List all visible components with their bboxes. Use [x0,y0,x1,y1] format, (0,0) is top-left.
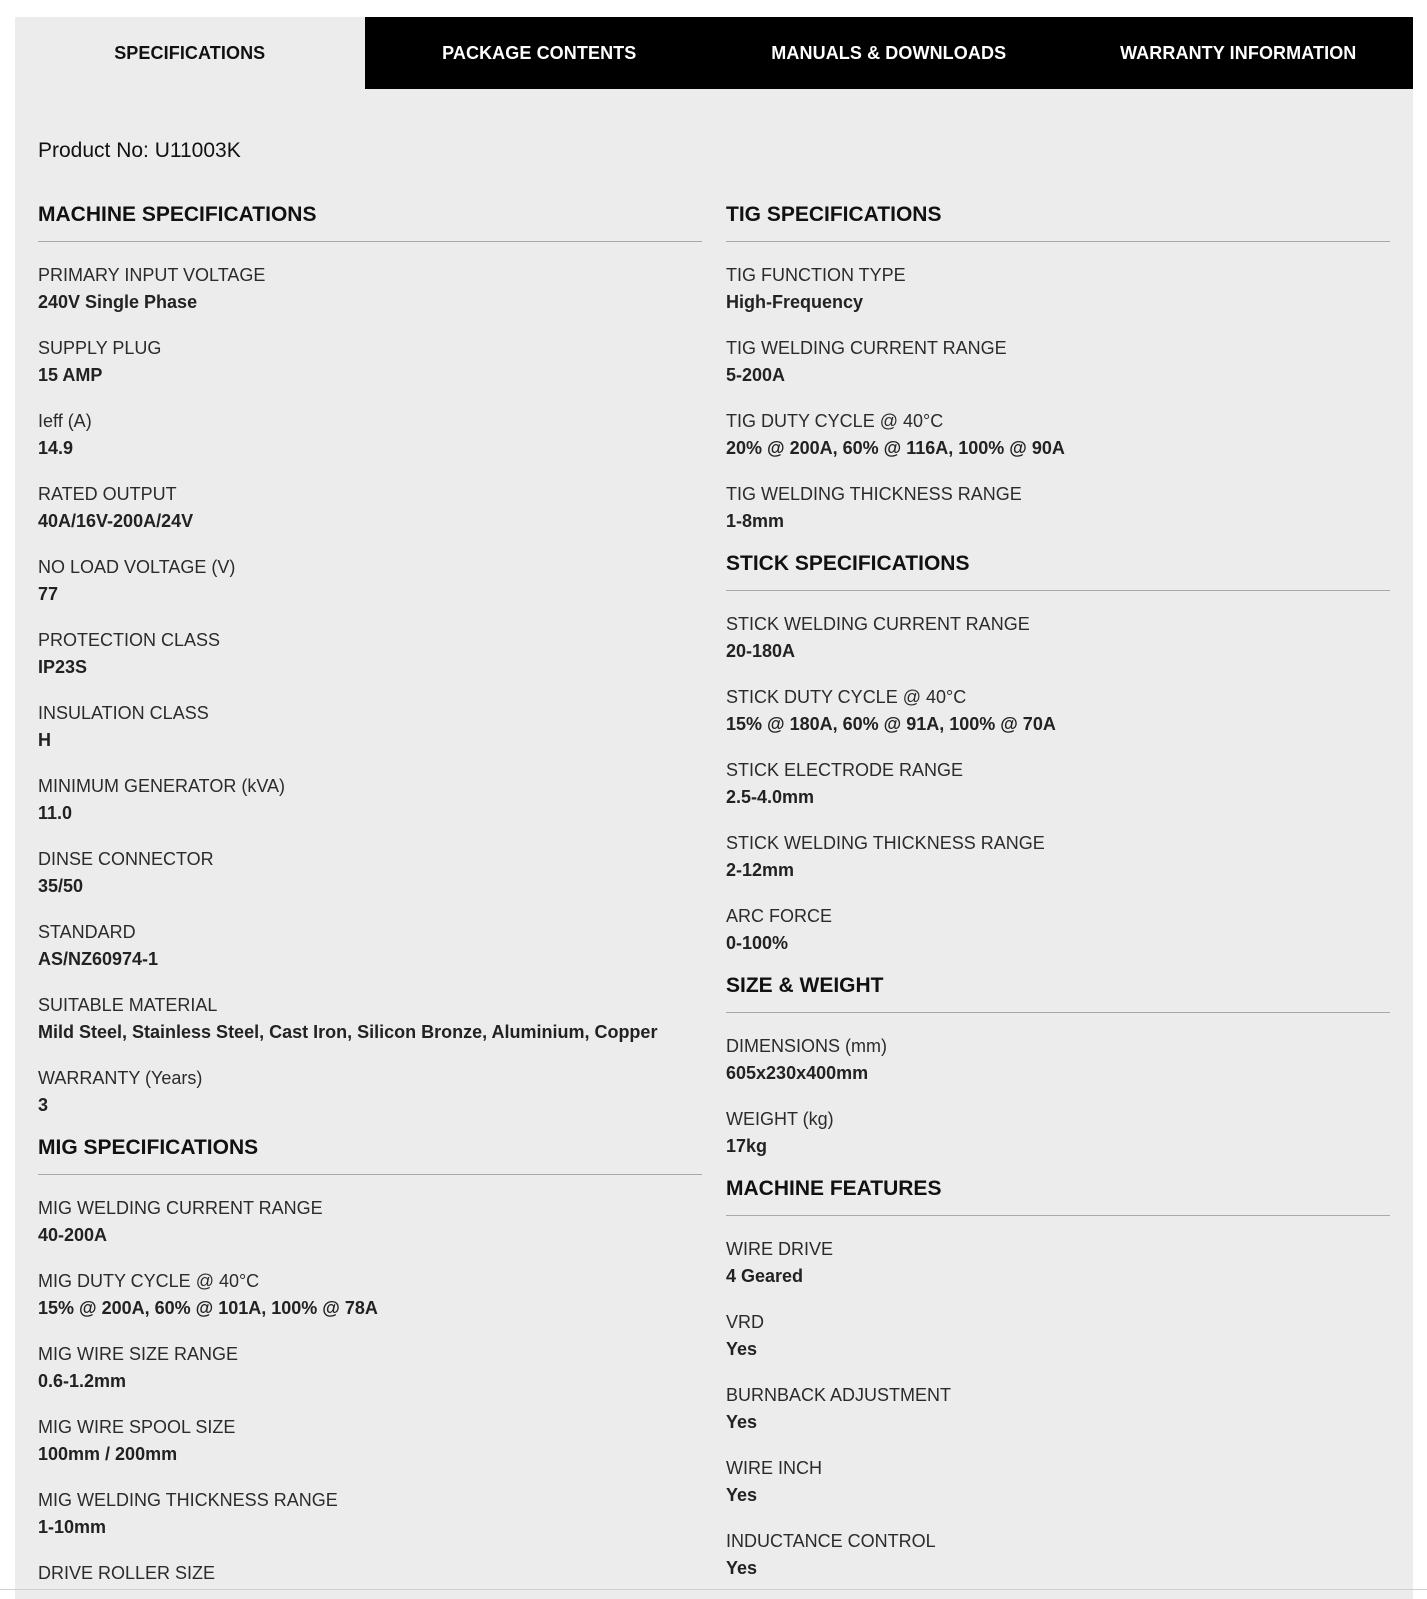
spec-item-stick-electrode-range [726,757,1390,810]
spec-item-vrd [726,1309,1390,1362]
spec-label: SUITABLE MATERIAL [38,995,218,1015]
spec-item-standard [38,919,702,972]
spec-value: IP23S [38,657,88,677]
spec-item-mig-wire-size-range [38,1341,702,1394]
spec-label: STANDARD [38,922,136,942]
spec-value: 1-8mm [726,511,785,531]
left-column [38,198,702,1599]
spec-item-tig-welding-thickness-range [726,481,1390,534]
spec-value: 77 [38,584,59,604]
spec-item-warranty-years [38,1065,702,1118]
spec-label: MIG DUTY CYCLE @ 40°C [38,1271,260,1291]
spec-label: MIG WIRE SPOOL SIZE [38,1417,236,1437]
spec-label: TIG DUTY CYCLE @ 40°C [726,411,944,431]
spec-value: AS/NZ60974-1 [38,949,159,969]
spec-value: Yes [726,1485,758,1505]
section-heading: TIG SPECIFICATIONS [726,198,1390,242]
divider [0,1589,1427,1590]
spec-item-mig-wire-spool-size [38,1414,702,1467]
spec-section-machine-features [726,1172,1390,1581]
spec-label: STICK WELDING CURRENT RANGE [726,614,1030,634]
spec-value: 20-180A [726,641,796,661]
spec-value: 240V Single Phase [38,292,198,312]
spec-value: 3 [38,1095,49,1115]
spec-item-drive-roller-size [38,1560,702,1587]
spec-label: RATED OUTPUT [38,484,177,504]
spec-value: Yes [726,1412,758,1432]
spec-value: H [38,730,51,750]
tab-bar [15,17,1413,89]
spec-item-tig-duty-cycle-40-c [726,408,1390,461]
spec-label: DINSE CONNECTOR [38,849,214,869]
spec-label: DRIVE ROLLER SIZE [38,1563,216,1583]
spec-label: STICK ELECTRODE RANGE [726,760,964,780]
spec-label: STICK DUTY CYCLE @ 40°C [726,687,967,707]
spec-item-arc-force [726,903,1390,956]
tab-specifications[interactable]: SPECIFICATIONS [15,17,365,89]
spec-item-stick-duty-cycle-40-c [726,684,1390,737]
spec-section-tig-specifications [726,198,1390,534]
spec-section-mig-specifications [38,1131,702,1587]
section-heading: STICK SPECIFICATIONS [726,547,1390,591]
spec-label: STICK WELDING THICKNESS RANGE [726,833,1045,853]
spec-value: 14.9 [38,438,74,458]
spec-item-mig-welding-thickness-range [38,1487,702,1540]
spec-item-burnback-adjustment [726,1382,1390,1435]
spec-value: 5-200A [726,365,786,385]
spec-label: WARRANTY (Years) [38,1068,203,1088]
spec-item-minimum-generator-kva [38,773,702,826]
spec-value: 15% @ 180A, 60% @ 91A, 100% @ 70A [726,714,1056,734]
spec-label: TIG WELDING THICKNESS RANGE [726,484,1022,504]
spec-label: WEIGHT (kg) [726,1109,834,1129]
spec-label: DIMENSIONS (mm) [726,1036,887,1056]
spec-label: MIG WELDING THICKNESS RANGE [38,1490,338,1510]
spec-item-weight-kg [726,1106,1390,1159]
spec-label: INDUCTANCE CONTROL [726,1531,936,1551]
spec-label: INSULATION CLASS [38,703,209,723]
spec-label: MIG WELDING CURRENT RANGE [38,1198,323,1218]
spec-value: 40-200A [38,1225,108,1245]
spec-label: NO LOAD VOLTAGE (V) [38,557,236,577]
spec-item-rated-output [38,481,702,534]
spec-label: PROTECTION CLASS [38,630,221,650]
spec-label: ARC FORCE [726,906,833,926]
spec-section-stick-specifications [726,547,1390,956]
spec-value: 15 AMP [38,365,103,385]
section-heading: MIG SPECIFICATIONS [38,1131,702,1175]
spec-item-supply-plug [38,335,702,388]
spec-label: SUPPLY PLUG [38,338,162,358]
spec-section-size-weight [726,969,1390,1159]
spec-item-mig-welding-current-range [38,1195,702,1248]
spec-label: TIG WELDING CURRENT RANGE [726,338,1007,358]
spec-item-dinse-connector [38,846,702,899]
spec-value: 0.6-1.2mm [38,1371,127,1391]
spec-value: 0-100% [726,933,789,953]
spec-item-mig-duty-cycle-40-c [38,1268,702,1321]
section-heading: SIZE & WEIGHT [726,969,1390,1013]
spec-label: WIRE INCH [726,1458,822,1478]
spec-value: 11.0 [38,803,73,823]
spec-value: 4 Geared [726,1266,804,1286]
spec-value: High-Frequency [726,292,864,312]
tab-warranty-information[interactable]: WARRANTY INFORMATION [1064,17,1414,89]
spec-value: Yes [726,1558,758,1578]
spec-label: WIRE DRIVE [726,1239,834,1259]
spec-value: Yes [726,1339,758,1359]
spec-value: 100mm / 200mm [38,1444,178,1464]
spec-value: 40A/16V-200A/24V [38,511,194,531]
spec-item-dimensions-mm [726,1033,1390,1086]
spec-label: MIG WIRE SIZE RANGE [38,1344,239,1364]
tab-manuals-downloads[interactable]: MANUALS & DOWNLOADS [714,17,1064,89]
spec-label: MINIMUM GENERATOR (kVA) [38,776,285,796]
spec-value: Mild Steel, Stainless Steel, Cast Iron, Silicon Bronze, Aluminium, Copper [38,1022,658,1042]
spec-item-primary-input-voltage [38,262,702,315]
spec-item-stick-welding-thickness-range [726,830,1390,883]
spec-item-tig-function-type [726,262,1390,315]
spec-item-inductance-control [726,1528,1390,1581]
product-number: Product No: U11003K [38,139,241,162]
spec-value: 20% @ 200A, 60% @ 116A, 100% @ 90A [726,438,1065,458]
spec-value: 35/50 [38,876,84,896]
spec-item-no-load-voltage-v [38,554,702,607]
spec-section-machine-specifications [38,198,702,1118]
spec-value: 1-10mm [38,1517,107,1537]
spec-label: BURNBACK ADJUSTMENT [726,1385,952,1405]
spec-item-wire-drive [726,1236,1390,1289]
spec-value: 15% @ 200A, 60% @ 101A, 100% @ 78A [38,1298,378,1318]
section-heading: MACHINE FEATURES [726,1172,1390,1216]
spec-label: VRD [726,1312,765,1332]
spec-value: 2-12mm [726,860,795,880]
spec-item-tig-welding-current-range [726,335,1390,388]
spec-item-stick-welding-current-range [726,611,1390,664]
spec-value: 605x230x400mm [726,1063,869,1083]
spec-label: Ieff (A) [38,411,92,431]
spec-label: PRIMARY INPUT VOLTAGE [38,265,266,285]
spec-value: 2.5-4.0mm [726,787,815,807]
spec-label: TIG FUNCTION TYPE [726,265,906,285]
section-heading: MACHINE SPECIFICATIONS [38,198,702,242]
spec-item-ieff-a [38,408,702,461]
spec-item-insulation-class [38,700,702,753]
spec-item-wire-inch [726,1455,1390,1508]
spec-value: 17kg [726,1136,768,1156]
tab-package-contents[interactable]: PACKAGE CONTENTS [365,17,715,89]
spec-item-protection-class [38,627,702,680]
spec-item-suitable-material [38,992,702,1045]
right-column [726,198,1390,1599]
specifications-panel [15,89,1413,1599]
